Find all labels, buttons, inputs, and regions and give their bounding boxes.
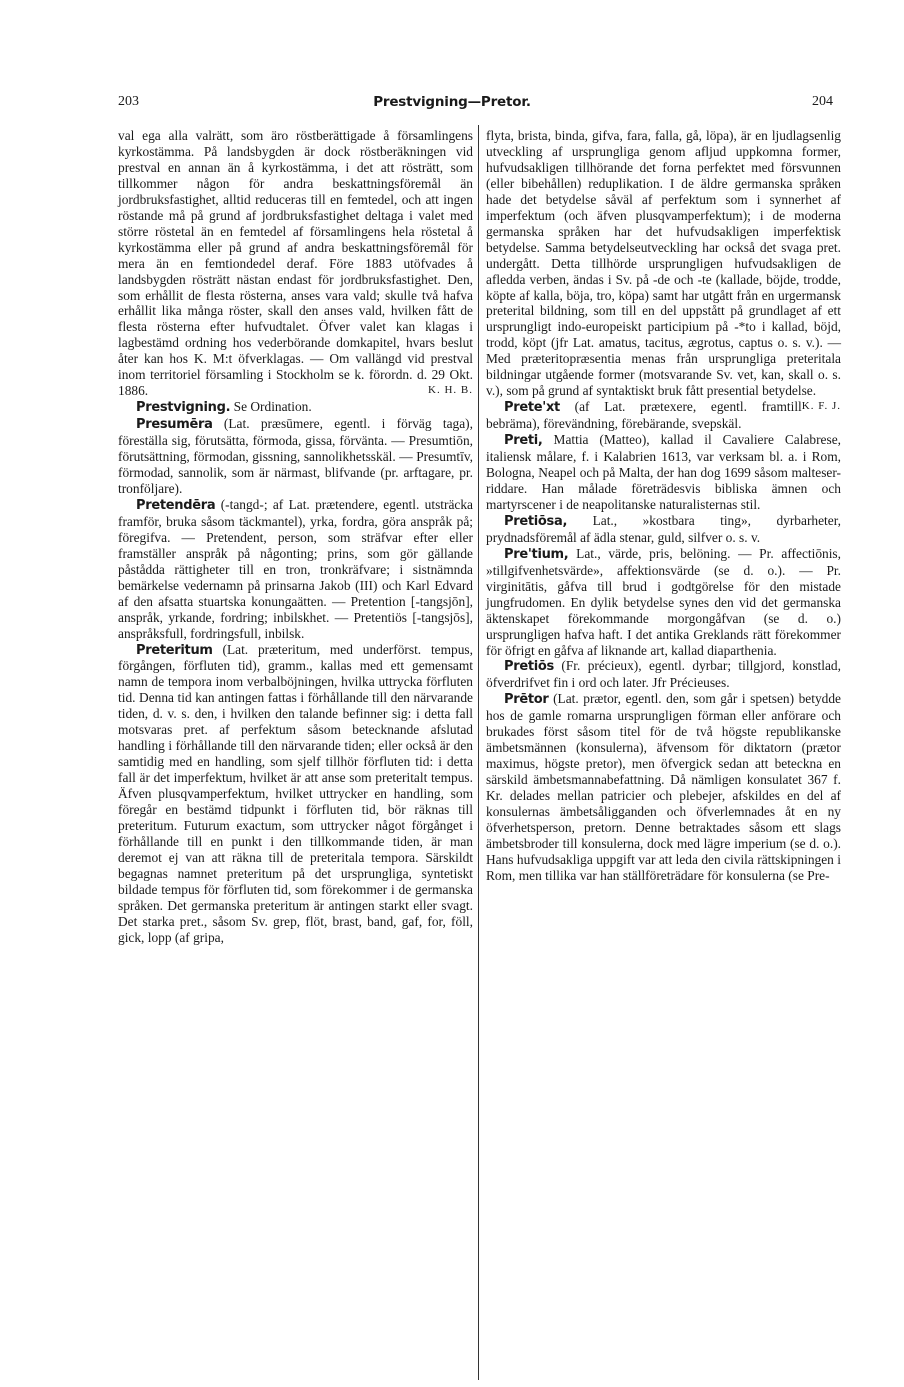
entry-headword: Prestvigning. bbox=[136, 400, 231, 416]
entry-headword: Presumēra bbox=[136, 417, 213, 433]
page-header bbox=[0, 94, 904, 118]
column-divider bbox=[478, 125, 479, 1380]
entry-pretiosa bbox=[486, 513, 841, 546]
entry-text: val ega alla valrätt, som äro röstberättigade å församlingens kyrkostämma. På landsbygden är dock röstberäkningen vid prestval en annan än å kyrkostämma, i det att rösträtt, som tillkommer någon för andra beskattningsföremål än jordbruksfastighet, alltid reduceras till en femtedel, och att ingen röstande må på grund af jordbruksfastighet deltaga i valet med större röstetal än en femtedel af församlingens hela röstetal å kyrkostämma eller på grund af andra beskattningsföremål för mera än en femtiondedel deraf. Före 1883 utöfvades å landsbygden rösträtt nästan endast för jordbruksfastighet. Den, som erhållit de flesta rösterna, anses vara vald; skulle två hafva erhållit lika många röster, skall den anses vald, hvilken fått de flesta rösterna efter hufvudtalet. Öfver valet kan klagas i lagbestämd ordning hos vederbörande domkapitel, hvars beslut åter kan hos K. M:t öfverklagas. — Om vallängd vid prestval inom territoriel församling i Stockholm se k. förordn. d. 29 Okt. 1886. bbox=[118, 128, 473, 399]
entry-text: Lat., »kostbara ting», dyrbarheter, prydnadsföremål af ädla stenar, guld, silfver o. s. v. bbox=[486, 512, 841, 545]
entry-headword: Pre'tium, bbox=[504, 546, 569, 562]
entry-text: Lat., värde, pris, belöning. — Pr. affectiōnis, »tillgifvenhetsvärde», affektionsvärde (se d. o.). — Pr. virginitātis, gåfva till brud i godtgörelse för den mistade jungfrudomen. En dylik betydelse synes den vid det germanska äktenskapet förekommande morgongåfvan (se d. o.) ursprungligen hafva haft. I det antika Greklands rätt förekommer för öfrigt en gåfva af liknande art, kallad diaparthenia. bbox=[486, 545, 841, 658]
entry-text: (Lat. præsūmere, egentl. i förväg taga), föreställa sig, förutsätta, förmoda, gissa, förvänta. — Presumtiōn, förutsättning, förmodan, gissning, sannolikhetsskäl. — Presumtīv, förmodad, sannolik, som är närmast, blifvande (pr. arftagare, pr. tronföljare). bbox=[118, 416, 473, 496]
entry-text: (-tangd-; af Lat. prætendere, egentl. utsträcka framför, bruka såsom täckmantel), yrka, fordra, göra anspråk på; föregifva. — Pretendent, person, som sträfvar efter eller framställer anspråk på någonting; prins, som gör gällande påstådda rättigheter till en tron, tronkräfvare; i sistnämnda bemärkelse vedernamn på prinsarna Jakob (III) och Karl Edvard af den afsatta stuartska konungaätten. — Pretention [-tangsjōn], anspråk, yrkande, fordring; inbilskhet. — Pretentiös [-tangsjōs], anspråksfull, fordringsfull, inbilsk. bbox=[118, 496, 473, 641]
entry-signature: K. H. B. bbox=[428, 384, 473, 397]
entry-pretendera bbox=[118, 497, 473, 642]
entry-presumera bbox=[118, 416, 473, 497]
entry-continuation bbox=[118, 128, 473, 399]
entry-pretios bbox=[486, 658, 841, 691]
entry-text: flyta, brista, binda, gifva, fara, falla, gå, löpa), är en ljudlagsenlig utveckling af ursprungliga genom afljud uppkomna former, hufvudsakligen tillhörande det forna perfektet med försvunnen (eller bibehållen) reduplikation. I de äldre germanska språken hade det betydelse såväl af perfektum som i synnerhet af imperfektum (och äfven plusqvamperfektum); i de moderna germanska språken har det hufvudsakligen imperfektisk betydelse. Samma betydelseutveckling har också det svaga pret. undergått. Detta tillhörde ursprungligen hufvudsakligen de afledda verben, ändas i Sv. på -de och -te (kallade, böjde, trodde, köpte af kalla, böja, tro, köpa) samt har utgått från en urgermansk preterital bildning, som till en del uppstått på grundlaget af ett ursprungligt indo-europeiskt participium på -*to i kallad, böjd, trodd, köpt (jfr Lat. amatus, tacitus, ægrotus, captus o. s. v.). — Med præteritopræsentia menas från ursprungliga preteritala bildningar utgående former (motsvarande Sv. vet, kan, skall o. s. v.), som på grund af syntaktiskt bruk fått presential betydelse. bbox=[486, 128, 841, 399]
entry-headword: Pretendēra bbox=[136, 497, 216, 513]
entry-headword: Preti, bbox=[504, 433, 543, 449]
entry-text: Mattia (Matteo), kallad il Cavaliere Calabrese, italiensk målare, f. i Kalabrien 1613, var verksam bl. a. i Rom, Bologna, Neapel och på Malta, der han dog 1699 såsom malteser-riddare. Han målade företrädesvis bibliska ämnen och martyrscener i de neapolitanske naturalisternas stil. bbox=[486, 432, 841, 512]
entry-headword: Pretiōs bbox=[504, 659, 554, 675]
entry-text: (Lat. præteritum, med underförst. tempus, förgången, förfluten tid), gramm., kallas med ett gemensamt namn de tempora inom verbalböjningen, hvilka uttrycka förfluten tid. Denna tid kan antingen fattas i förhållande till den närvarande tiden, d. v. s. den, i hvilken den talande befinner sig: i detta fall motsvaras pret. af perfektum såsom betecknande afslutad handling i förhållande till den närvarande tiden; eller också är den samtidig med en handling, som sjelf tillhör förfluten tid: i detta fall är det imperfektum, hvilket är att anse som preteritalt tempus. Äfven plusqvamperfektum, hvilket uttrycker en handling, som föregår en bestämd tidpunkt i förfluten tid, bör räknas till preteritum. Futurum exactum, som uttrycker något förgånget i förhållande till en punkt i den tillkommande tiden, är man deremot ej van att räkna till de preteritala tempora. Särskildt begagnas namnet preteritum på det ursprungliga, syntetiskt bildade tempus för förfluten tid, som förekommer i de germanska språken. Det germanska preteritum är antingen starkt eller svagt. Det starka pret., såsom Sv. grep, flöt, brast, band, gaf, for, föll, gick, lopp (af gripa, bbox=[118, 641, 473, 945]
entry-prestvigning bbox=[118, 399, 473, 416]
entry-headword: Preteritum bbox=[136, 642, 213, 658]
entry-pretium bbox=[486, 546, 841, 659]
left-column bbox=[118, 128, 473, 946]
entry-headword: Prete'xt bbox=[504, 400, 560, 416]
entry-signature: K. F. J. bbox=[801, 400, 841, 413]
entry-text: (af Lat. prætexere, egentl. framtill bebräma), förevändning, förebärande, svepskäl. bbox=[486, 399, 802, 432]
page-number-right: 204 bbox=[812, 94, 833, 109]
right-column bbox=[486, 128, 841, 884]
entry-preteritum bbox=[118, 642, 473, 946]
entry-headword: Prētor bbox=[504, 692, 549, 708]
entry-text: (Fr. précieux), egentl. dyrbar; tillgjord, konstlad, öfverdrifvet fin i ord och later. Jfr Précieuses. bbox=[486, 658, 841, 691]
entry-pretext bbox=[486, 399, 841, 432]
entry-pretor bbox=[486, 691, 841, 883]
running-title: Prestvigning—Pretor. bbox=[373, 94, 531, 110]
entry-headword: Pretiōsa, bbox=[504, 513, 568, 529]
page-number-left: 203 bbox=[118, 94, 139, 109]
entry-text: (Lat. prætor, egentl. den, som går i spetsen) betydde hos de gamle romarna ursprungligen förman eller anförare och brukades först såsom titel för de två högste republikanske ämbetsmännen (konsulerna), äfvensom för diktatorn (prætor maximus, högste pretor), men öfvergick sedan att beteckna en särskild ämbetsmannabefattning. Då nämligen konsulatet 367 f. Kr. delades mellan patricier och plebejer, afskildes en del af konsulernas ämbetsåligganden och öfverlemnades åt en ny öfverhetsperson, pretorn. Denne betraktades såsom ett slags ämbetsbroder till konsulerna, dock med lägre imperium (se d. o.). Hans hufvudsakliga uppgift var att leda den civila rättskipningen i Rom, men tillika var han ställföreträdare för konsulerna (se Pre- bbox=[486, 691, 841, 883]
entry-text: Se Ordination. bbox=[233, 399, 312, 415]
entry-preti bbox=[486, 432, 841, 513]
